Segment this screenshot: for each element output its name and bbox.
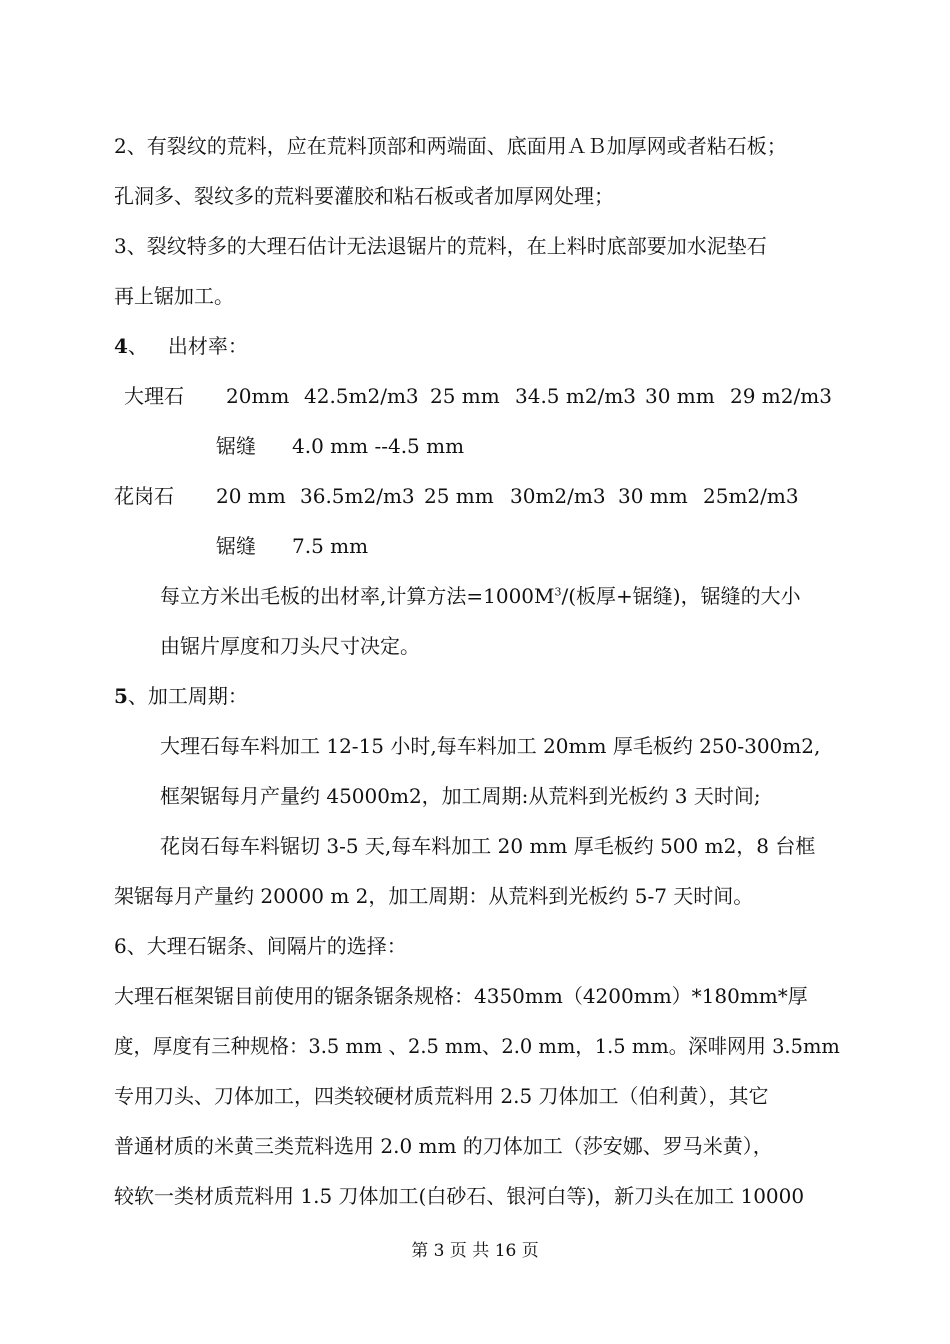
section-5-line-1: 大理石每车料加工 12-15 小时,每车料加工 20mm 厚毛板约 250-300m2, (160, 734, 821, 758)
granite-rate-2: 30m2/m3 (510, 484, 606, 508)
yield-note-formula-a: 每立方米出毛板的出材率,计算方法=1000M (160, 584, 555, 608)
marble-kerf-label: 锯缝 (216, 434, 256, 458)
yield-note-line-1 (160, 584, 801, 608)
section-5-line-3: 花岗石每车料锯切 3-5 天,每车料加工 20 mm 厚毛板约 500 m2，8 台框 (160, 834, 816, 858)
yield-note-superscript: 3 (554, 585, 562, 599)
marble-kerf-value: 4.0 mm --4.5 mm (292, 434, 465, 458)
granite-kerf-value: 7.5 mm (292, 534, 369, 558)
section-5-title: 、加工周期： (127, 684, 248, 708)
marble-rate-2: 34.5 m2/m3 (515, 384, 637, 408)
paragraph-2-line-2: 孔洞多、裂纹多的荒料要灌胶和粘石板或者加厚网处理； (114, 184, 614, 208)
granite-rate-3: 25m2/m3 (703, 484, 799, 508)
section-4-heading (114, 334, 248, 358)
section-6-heading: 6、大理石锯条、间隔片的选择： (114, 934, 407, 958)
marble-thickness-1: 20mm (226, 384, 290, 408)
page-footer: 第 3 页 共 16 页 (411, 1241, 539, 1261)
yield-note-formula-b: /(板厚+锯缝)，锯缝的大小 (561, 584, 801, 608)
section-5-number: 5 (114, 684, 128, 708)
section-4-separator: 、 (127, 334, 148, 358)
marble-thickness-3: 30 mm (645, 384, 715, 408)
yield-note-line-2: 由锯片厚度和刀头尺寸决定。 (160, 634, 420, 658)
paragraph-3-line-1: 3、裂纹特多的大理石估计无法退锯片的荒料，在上料时底部要加水泥垫石 (114, 234, 767, 258)
section-6-line-2: 度，厚度有三种规格：3.5 mm 、2.5 mm、2.0 mm，1.5 mm。深啡网用 3.5mm (114, 1034, 840, 1058)
paragraph-2-line-1: 2、有裂纹的荒料，应在荒料顶部和两端面、底面用ＡＢ加厚网或者粘石板； (114, 134, 787, 158)
section-5-line-2: 框架锯每月产量约 45000m2，加工周期:从荒料到光板约 3 天时间; (160, 784, 761, 808)
section-5-line-4: 架锯每月产量约 20000 m 2，加工周期：从荒料到光板约 5-7 天时间。 (114, 884, 754, 908)
granite-thickness-2: 25 mm (424, 484, 494, 508)
section-6-line-1: 大理石框架锯目前使用的锯条锯条规格：4350mm（4200mm）*180mm*厚 (114, 984, 808, 1008)
section-5-heading (114, 684, 248, 708)
section-4-title: 出材率： (167, 334, 248, 358)
granite-label: 花岗石 (114, 484, 174, 508)
granite-kerf-label: 锯缝 (216, 534, 256, 558)
marble-rate-3: 29 m2/m3 (730, 384, 832, 408)
granite-rate-1: 36.5m2/m3 (300, 484, 415, 508)
marble-thickness-2: 25 mm (430, 384, 500, 408)
paragraph-3-line-2: 再上锯加工。 (114, 284, 234, 308)
section-6-line-3: 专用刀头、刀体加工，四类较硬材质荒料用 2.5 刀体加工（伯利黄），其它 (114, 1084, 769, 1108)
section-6-line-5: 较软一类材质荒料用 1.5 刀体加工(白砂石、银河白等)，新刀头在加工 10000 (114, 1184, 805, 1208)
granite-thickness-3: 30 mm (618, 484, 688, 508)
section-6-line-4: 普通材质的米黄三类荒料选用 2.0 mm 的刀体加工（莎安娜、罗马米黄）， (114, 1134, 773, 1158)
granite-thickness-1: 20 mm (216, 484, 286, 508)
marble-label: 大理石 (124, 384, 184, 408)
section-4-number: 4 (114, 334, 128, 358)
marble-rate-1: 42.5m2/m3 (304, 384, 419, 408)
